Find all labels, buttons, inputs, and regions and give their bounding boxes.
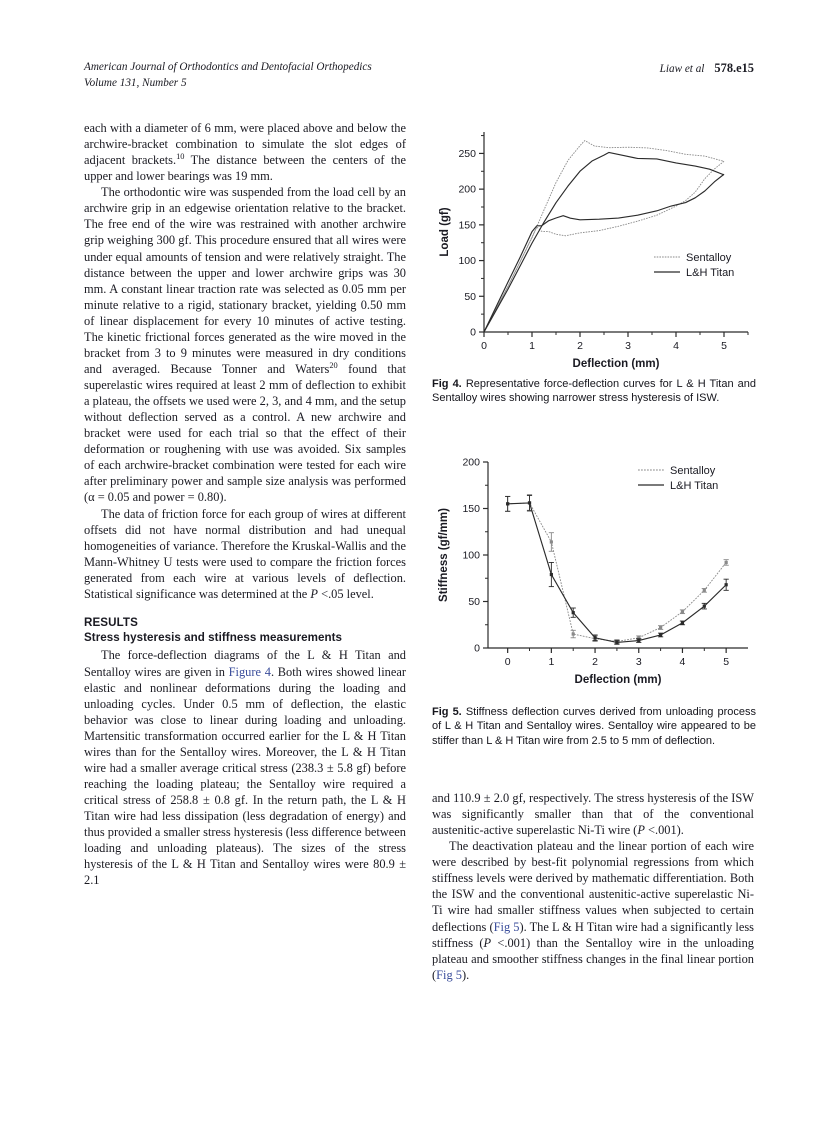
citation-marker[interactable]: 10 [176,152,185,161]
series-sentalloy-marker [550,540,553,543]
citation-marker[interactable]: 20 [329,360,338,370]
x-tick-label: 0 [481,340,487,352]
text-run: <.05 level. [317,586,374,601]
figure-4-caption-text: Representative force-deflection curves for L & H Titan and Sentalloy wires showing narrower stress hysteresis of ISW. [432,378,757,405]
x-axis-title: Deflection (mm) [574,674,662,686]
figure-4 [432,122,756,406]
series-l-h-titan-marker [703,605,706,608]
emphasis: P [637,823,645,838]
paragraph [432,838,754,983]
series-l-h-titan-marker [615,641,618,644]
figure-cross-reference[interactable]: Fig 5 [493,919,520,934]
legend-label-0: Sentalloy [686,251,732,264]
x-tick-label: 1 [529,340,535,352]
left-column-paragraphs [84,120,406,602]
x-tick-label: 3 [625,340,631,352]
figure-5-plot [432,452,756,702]
series-sentalloy-marker [703,589,706,592]
y-tick-label: 50 [468,596,480,609]
y-tick-label: 0 [470,326,476,339]
series-sentalloy-line [508,503,726,642]
x-tick-label: 5 [723,656,730,668]
series-l-h-titan-marker [593,636,596,639]
legend-label-0: Sentalloy [670,464,716,477]
authors-short: Liaw et al [659,63,705,75]
figure-5-caption [432,705,756,748]
text-run: <.001). [644,823,684,838]
y-tick-label: 200 [462,456,480,469]
y-tick-label: 150 [458,219,476,232]
figure-5-caption-text: Stiffness deflection curves derived from unloading process of L & H Titan and Sentalloy wires. Sentalloy wire appeared to be stiffer than L & H Titan wire from 2.5 to 5 mm of deflection. [432,706,757,747]
paragraph [84,120,406,184]
series-l-h-titan-marker [572,611,575,614]
running-head-right [660,60,754,78]
plot-area [439,132,748,370]
paragraph [84,647,406,888]
text-run: The data of friction force for each group of wires at different offsets did not have normal distribution and had unequal homogeneities of variance. Therefore the Kruskal-Wallis and the Mann-Whitney U tests were used to compare the friction forces generated from each wire at various levels of deflection. Statistical significance was determined at the [84,506,406,601]
paragraph [84,506,406,602]
text-run: The deactivation plateau and the linear portion of each wire were described by best-fit polynomial regressions from which stiffness levels were derived by mathematic differentiation. Both the ISW and the conventional austenitic-active superelastic Ni-Ti wire had smaller stiffness values when subjected to certain deflections ( [432,839,754,934]
y-tick-label: 250 [458,148,476,161]
figure-cross-reference[interactable]: Fig 5 [436,967,462,982]
series-l-h-titan-marker [528,501,531,504]
plot-area [438,457,748,686]
figure-4-caption [432,377,756,406]
series-l-h-titan-marker [659,633,662,636]
series-sentalloy-marker [725,561,728,564]
legend-label-1: L&H Titan [686,266,735,279]
series-l-h-titan-loading [484,152,724,332]
series-l-h-titan-marker [637,639,640,642]
y-tick-label: 150 [462,503,480,516]
text-run: each with a diameter of 6 mm, were placed above and below the archwire-bracket combination to simulate the slot edges of adjacent brackets. [84,121,406,168]
series-l-h-titan-marker [681,621,684,624]
series-l-h-titan-marker [550,573,553,576]
series-l-h-titan-marker [725,583,728,586]
legend [654,252,734,279]
series-l-h-titan-line [508,503,726,643]
series-sentalloy-marker [572,632,575,635]
journal-volume: Volume 131, Number 5 [84,76,187,89]
figure-cross-reference[interactable]: Figure 4 [228,664,271,679]
subsection-heading: Stress hysteresis and stiffness measurements [84,631,343,645]
x-tick-label: 4 [679,656,686,668]
series-l-h-titan-marker [506,502,509,505]
series-sentalloy-marker [659,626,662,629]
emphasis: P [483,935,492,950]
section-heading-results: RESULTS [84,615,138,629]
running-head [84,60,754,92]
text-run: and 110.9 ± 2.0 gf, respectively. The stress hysteresis of the ISW was significantly smaller than that of the conventional austenitic-active superelastic Ni-Ti wire ( [432,791,754,838]
x-tick-label: 2 [592,656,598,668]
figure-5 [432,452,756,748]
y-tick-label: 100 [462,549,480,562]
page-number: 578.e15 [714,61,754,75]
right-column [432,790,754,983]
paragraph [84,184,406,505]
x-tick-label: 2 [577,340,583,352]
x-tick-label: 3 [635,656,642,668]
text-run: The distance between the centers of the upper and lower bearings was 19 mm. [84,153,407,184]
paragraph [432,790,754,838]
y-tick-label: 0 [474,642,480,655]
text-run: found that superelastic wires required at least 2 mm of deflection to exhibit a plateau, the offsets we used were 2, 3, and 4 mm, and the setup without deflection served as a control. A new archwire and bracket were used for each trial so that the effect of their deformation or roughening with use was avoided. Six samples of each archwire-bracket combination were tested for each wire after preliminary power and sample size analysis was performed (α = 0.05 and power = 0.80). [84,361,406,505]
emphasis: P [310,586,318,601]
journal-title-block [84,60,372,92]
text-run: The force-deflection diagrams of the L & H Titan and Sentalloy wires are given in [84,648,406,679]
series-sentalloy-marker [681,610,684,613]
figure-4-plot [432,122,756,374]
x-tick-label: 4 [673,340,679,352]
x-tick-label: 1 [548,656,555,668]
x-tick-label: 5 [721,340,727,352]
legend [638,465,718,492]
series-sentalloy-loading [484,141,724,332]
text-run: ). The L & H Titan wire had a significantly less stiffness ( [432,919,754,950]
y-tick-label: 200 [458,183,476,196]
journal-name: American Journal of Orthodontics and Dentofacial Orthopedics [84,61,372,73]
text-run: ). [461,967,470,982]
right-column-paragraphs [432,790,754,983]
figure-5-label: Fig 5. [432,706,462,718]
y-axis-title: Stiffness (gf/mm) [438,508,450,602]
x-axis-title: Deflection (mm) [572,358,660,370]
left-column-paragraphs-after-heading [84,647,406,888]
y-tick-label: 50 [464,290,476,303]
left-column [84,120,406,888]
text-run: <.001) than the Sentalloy wire in the unloading plateau and smoother stiffness changes in the final linear portion ( [432,935,754,982]
x-tick-label: 0 [504,656,511,668]
legend-label-1: L&H Titan [670,479,719,492]
y-axis-title: Load (gf) [439,207,451,257]
text-run: The orthodontic wire was suspended from the load cell by an archwire grip in an edgewise orientation relative to the bracket. The free end of the wire was restrained with another archwire grip weighing 300 gf. This procedure ensured that all wires were under equal amounts of tension and were relatively straight. The distance between the upper and lower archwire grips was 30 mm. A constant linear traction rate was selected as 0.05 mm per minute relative to a rigid, stationary bracket, yielding 0.50 mm of linear displacement for every 10 minutes of active testing. The kinetic frictional forces generated as the wire moved in the bracket from 3 to 9 minutes were measured in dry conditions and averaged. Because Tonner and Waters [84,185,406,376]
figure-4-label: Fig 4. [432,378,462,390]
series-sentalloy-unloading [484,161,724,332]
y-tick-label: 100 [458,255,476,268]
text-run: . Both wires showed linear elastic and nonlinear deformations during the loading and unloading cycles. Under 0.5 mm of deflection, the elastic behavior was close to linear during loading and unloading. Martensitic transformation occurred earlier for the L & H Titan wires than for the Sentalloy wires. Moreover, the L & H Titan wire had a smaller average critical stress (238.3 ± 5.8 gf) before reaching the loading plateau; the Sentalloy wire required a critical stress of 258.8 ± 0.8 gf. In the return path, the L & H Titan wire had less dissipation (less degradation of energy) and thus provided a smaller stress hysteresis (less difference between loading and unloading plateaus). The sizes of the stress hysteresis of the L & H Titan and Sentalloy wires were 80.9 ± 2.1 [84,664,406,888]
